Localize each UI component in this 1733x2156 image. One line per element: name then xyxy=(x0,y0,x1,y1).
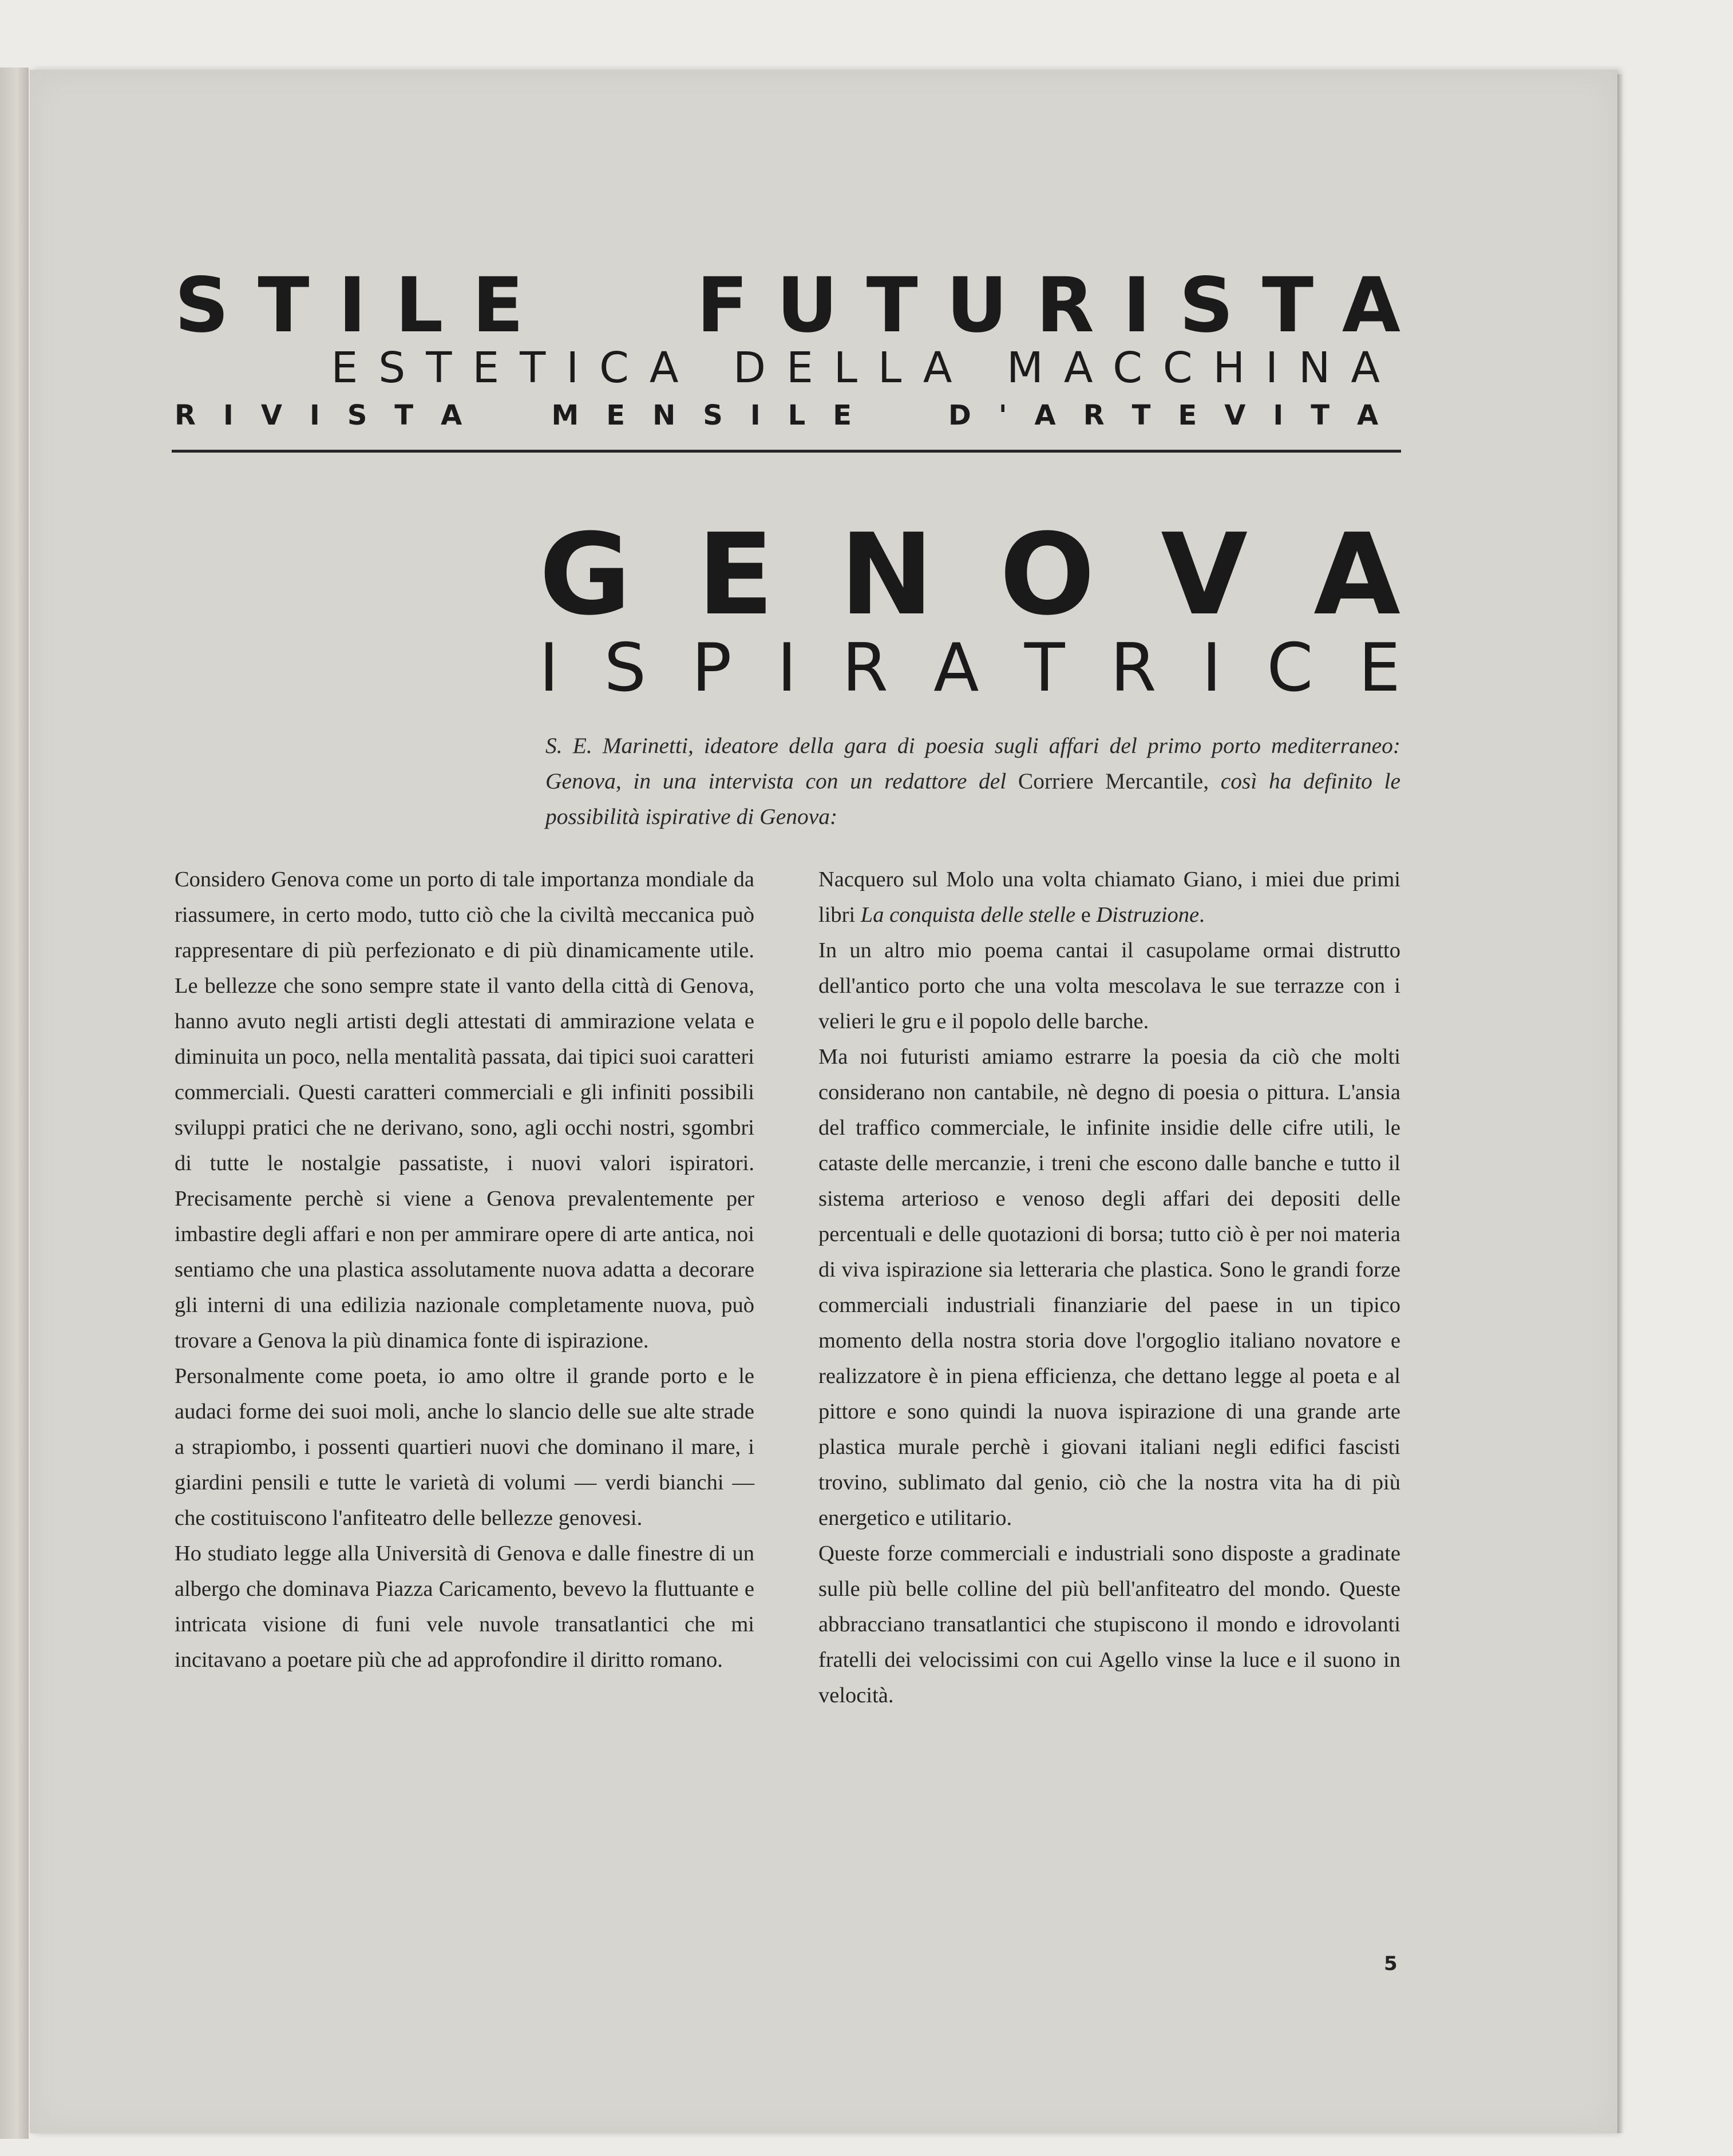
title-letter: O xyxy=(999,510,1095,640)
tagline-letter: ' xyxy=(998,399,1035,431)
subtitle-letter: P xyxy=(691,629,732,707)
tagline-letter: S xyxy=(703,399,750,431)
page-number: 5 xyxy=(1384,1952,1398,1975)
subtitle-letter: I xyxy=(539,629,559,707)
title-letter: E xyxy=(697,510,774,640)
title-letter: G xyxy=(539,510,631,640)
masthead-letter: F xyxy=(697,261,749,350)
left-column xyxy=(175,862,754,1678)
masthead-letter: U xyxy=(776,261,838,350)
subtitle-letter: I xyxy=(1201,629,1222,707)
title-letter: N xyxy=(840,510,934,640)
masthead-letter: A xyxy=(1342,261,1400,350)
masthead-letter: T xyxy=(866,261,918,350)
right-p1-period: . xyxy=(1199,903,1205,927)
tagline-letter: R xyxy=(1083,399,1132,431)
subtitle-letter: A xyxy=(933,629,979,707)
article-subtitle xyxy=(539,629,1400,707)
tagline-letter: R xyxy=(175,399,223,431)
masthead-letter: I xyxy=(1122,261,1151,350)
page-edge-shadow xyxy=(1617,74,1624,2133)
title-letter: A xyxy=(1313,510,1400,640)
masthead-letter: L xyxy=(395,261,444,350)
right-paragraph-3: Ma noi futuristi amiamo estrarre la poesia da ciò che molti considerano non cantabile, nè degno di poesia o pittura. L'ansia del traffico commerciale, le infinite insidie delle cifre utili, le cataste delle mercanzie, i treni che escono dalle banche e tutto il sistema arterioso e venoso degli affari dei depositi delle percentuali e delle quotazioni di borsa; tutto ciò è per noi materia di viva ispirazione sia letteraria che plastica. Sono le grandi forze commerciali industriali finanziarie del paese in un tipico momento della nostra storia dove l'orgoglio italiano novatore e realizzatore è in piena efficienza, che dettano legge al poeta e al pittore e sono quindi la nuova ispirazione di una grande arte plastica murale perchè i giovani italiani negli edifici fascisti trovino, sublimato dal genio, ciò che la nostra vita ha di più energetico e utilitario. xyxy=(818,1045,1400,1530)
tagline-letter: I xyxy=(309,399,347,431)
tagline-letter: I xyxy=(750,399,788,431)
tagline-letter: S xyxy=(347,399,395,431)
article-title xyxy=(539,510,1400,640)
masthead-letter: R xyxy=(1036,261,1094,350)
subtitle-letter: R xyxy=(842,629,888,707)
right-column xyxy=(818,862,1400,1713)
subtitle-letter: S xyxy=(604,629,647,707)
right-paragraph-2: In un altro mio poema cantai il casupolame ormai distrutto dell'antico porto che una volta mescolava le sue terrazze con i velieri le gru e il popolo delle barche. xyxy=(818,938,1400,1033)
tagline-letter: T xyxy=(1131,399,1178,431)
book-title-distruzione: Distruzione xyxy=(1096,903,1200,927)
right-p1-text: Nacquero sul Molo una volta chiamato Giano, i miei due primi libri xyxy=(818,867,1400,927)
tagline-letter: E xyxy=(606,399,653,431)
right-paragraph-1 xyxy=(818,862,1400,933)
tagline-letter: I xyxy=(223,399,261,431)
tagline-letter: V xyxy=(260,399,310,431)
tagline-letter: N xyxy=(652,399,703,431)
tagline-letter: A xyxy=(441,399,490,431)
intro-italic: S. E. Marinetti, ideatore della gara di poesia sugli affari del primo porto mediterraneo: Genova, in una intervista con un redattore del xyxy=(545,733,1400,794)
left-paragraph-1: Considero Genova come un porto di tale importanza mondiale da riassumere, in certo modo, tutto ciò che la civiltà meccanica può rappresentare di più perfezionato e di più dinamicamente utile. Le bellezze che sono sempre state il vanto della città di Genova, hanno avuto negli artisti degli attestati di ammirazione velata e diminuita un poco, nella mentalità passata, dai tipici suoi caratteri commerciali. Questi caratteri commerciali e gli infiniti possibili sviluppi pratici che ne derivano, sono, agli occhi nostri, sgombri di tutte le nostalgie passatiste, i nuovi valori ispiratori. Precisamente perchè si viene a Genova prevalentemente per imbastire degli affari e non per ammirare opere di arte antica, noi sentiamo che una plastica assolutamente nuova adatta a decorare gli interni di una edilizia nazionale completamente nuova, può trovare a Genova la più dinamica fonte di ispirazione. xyxy=(175,867,754,1353)
tagline-word-artevita xyxy=(948,399,1406,431)
subtitle-letter: R xyxy=(1110,629,1157,707)
masthead-tagline xyxy=(175,399,1406,431)
tagline-word-mensile xyxy=(551,399,880,431)
tagline-letter: D xyxy=(948,399,999,431)
masthead-letter: T xyxy=(1262,261,1314,350)
left-paragraph-2: Personalmente come poeta, io amo oltre il grande porto e le audaci forme dei suoi moli, anche lo slancio delle sue alte strade a strapiombo, i possenti quartieri nuovi che dominano il mare, i giardini pensili e tutte le varietà di volumi — verdi bianchi — che costituiscono l'anfiteatro delle bellezze genovesi. xyxy=(175,1364,754,1530)
tagline-letter: I xyxy=(1273,399,1311,431)
masthead-letter: S xyxy=(1179,261,1234,350)
left-paragraph-3: Ho studiato legge alla Università di Genova e dalle finestre di un albergo che dominava Piazza Caricamento, bevevo la fluttuante e intricata visione di funi vele nuvole transatlantici che mi incitavano a poetare più che ad approfondire il diritto romano. xyxy=(175,1541,754,1672)
subtitle-letter: I xyxy=(777,629,797,707)
subtitle-letter: C xyxy=(1267,629,1313,707)
masthead-letter: E xyxy=(472,261,524,350)
tagline-letter: V xyxy=(1224,399,1273,431)
article-intro xyxy=(545,728,1400,834)
tagline-letter: L xyxy=(788,399,833,431)
masthead-title xyxy=(175,261,1400,350)
masthead-rule xyxy=(172,450,1401,453)
masthead-word-futurista xyxy=(697,261,1400,350)
tagline-letter: T xyxy=(394,399,441,431)
tagline-letter: M xyxy=(551,399,607,431)
tagline-letter: A xyxy=(1356,399,1406,431)
book-title-conquista: La conquista delle stelle xyxy=(860,903,1076,927)
tagline-letter: T xyxy=(1311,399,1357,431)
right-p1-and: e xyxy=(1075,903,1097,927)
tagline-letter: E xyxy=(1178,399,1225,431)
masthead-letter: S xyxy=(175,261,230,350)
masthead-letter: T xyxy=(258,261,310,350)
subtitle-letter: T xyxy=(1024,629,1065,707)
intro-newspaper-name: Corriere Mercantile, xyxy=(1006,768,1209,794)
title-letter: V xyxy=(1161,510,1248,640)
masthead-letter: I xyxy=(338,261,366,350)
intro-italic-end: così ha definito le possibilità ispirative di Genova: xyxy=(545,768,1400,829)
subtitle-letter: E xyxy=(1358,629,1400,707)
tagline-letter: E xyxy=(833,399,880,431)
masthead-letter: U xyxy=(946,261,1008,350)
masthead-word-stile xyxy=(175,261,524,350)
tagline-letter: A xyxy=(1034,399,1083,431)
previous-page-edge xyxy=(0,68,29,2139)
right-paragraph-4: Queste forze commerciali e industriali sono disposte a gradinate sulle più belle colline del più bell'anfiteatro del mondo. Queste abbracciano transatlantici che stupiscono il mondo e idrovolanti fratelli dei velocissimi con cui Agello vinse la luce e il suono in velocità. xyxy=(818,1541,1400,1707)
tagline-word-rivista xyxy=(175,399,490,431)
masthead-subtitle: ESTETICA DELLA MACCHINA xyxy=(331,343,1400,393)
